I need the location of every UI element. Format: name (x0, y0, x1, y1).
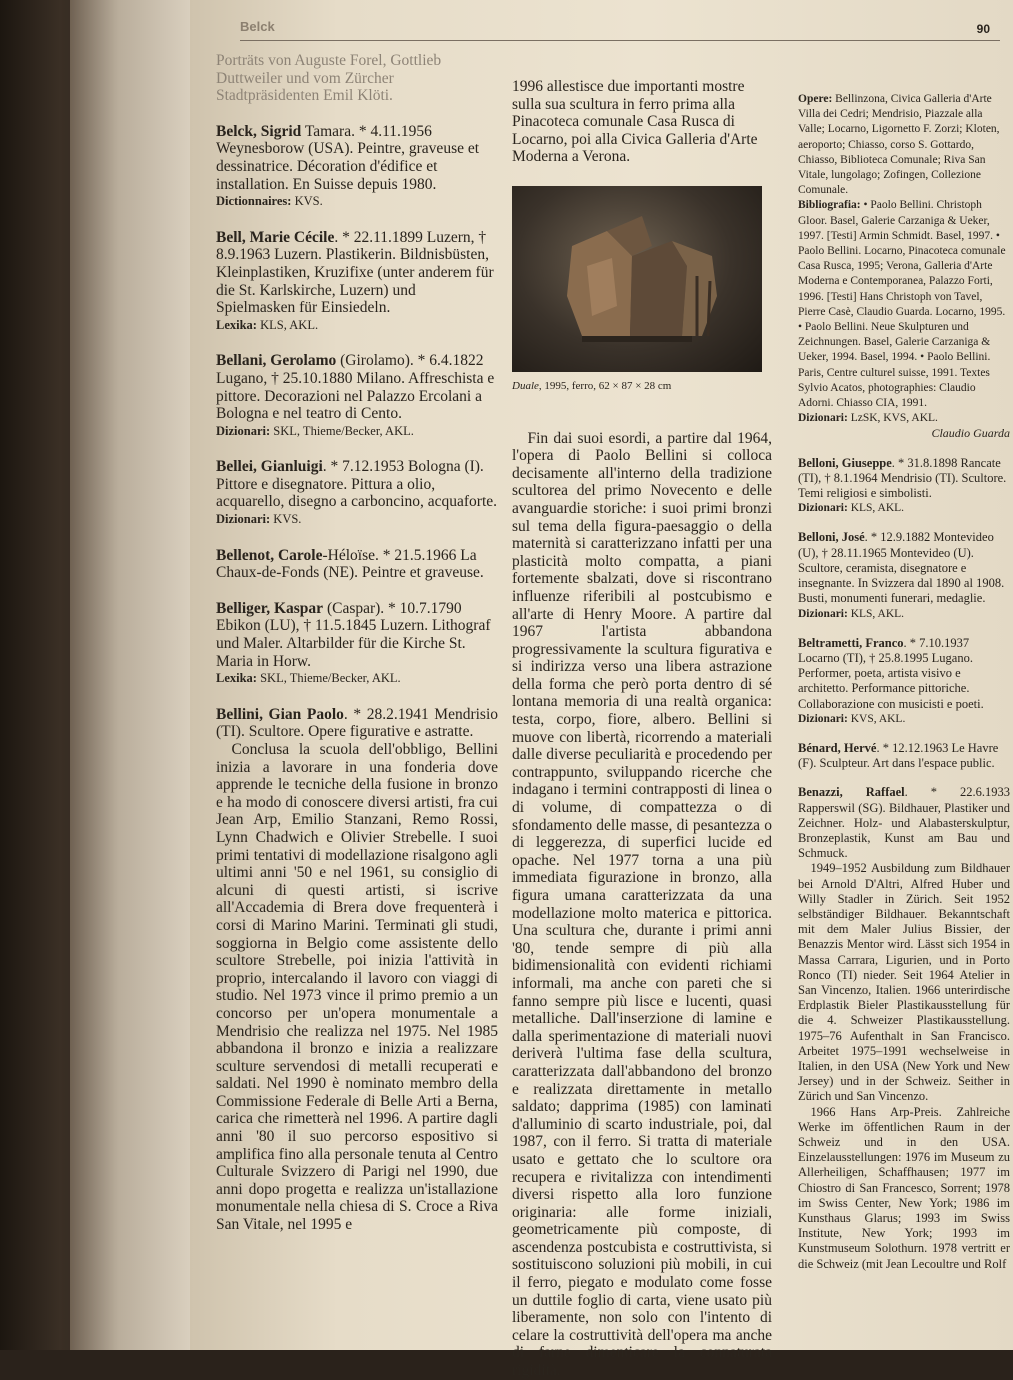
book-page-edges (70, 0, 190, 1350)
body-paragraph: Fin dai suoi esordi, a partire dal 1964, l'opera di Paolo Bellini si colloca decisamente all'interno della tradizione scultorea del primo Novecento e delle avanguardie storiche: i suoi primi bronzi sul tema della figura-paesaggio o della maternità si caratterizzano infatti per una plasticità molto compatta, a piani fortemente sbalzati, dove si riscontrano influenze riferibili al postcubismo e all'arte di Henry Moore. A partire dal 1967 l'artista abbandona progressivamente la scultura figurativa e si indirizza verso una libera astrazione della forma che però porta dentro di sé lontana memoria di una realtà organica: testa, corpo, fiore, albero. Bellini si muove con libertà, ricorrendo a materiali dalle diverse peculiarità e procedendo per contrappunto, sviluppando ricerche che indagano i termini contrapposti di linea o di volume, di compattezza o di sfondamento delle masse, di pesantezza o di leggerezza, di superfici lucide ed opache. Nel 1977 torna a una più immediata figurazione in bronzo, alla figura umana caratterizzata da una modellazione molto materica e pittorica. Una scultura che, durante i primi anni '80, tende sempre di più alla bidimensionalità con evidenti richiami informali, ma anche con pareti che si fanno sempre più lisce e lucenti, quasi metalliche. Dall'inserzione di lamine e dalla sperimentazione di materiali nuovi deriverà l'ultima fase della scultura, caratterizzata dall'abbandono del bronzo e realizzata direttamente in metallo saldato; dapprima (1985) con laminati d'alluminio di scarto industriale, poi, dal 1987, con il ferro. Si tratta di materiale usato e gettato che lo scultore ora recupera e rivitalizza con intendimenti diversi rispetto alla loro funzione originaria: alle forme iniziali, geometricamente più composte, di ascendenza postcubista e costruttivista, si sostituiscono soluzioni più mobili, in cui il ferro, piegato e modulato come fosse un duttile foglio di carta, viene usato più liberamente, non solo con l'intento di celare la costruttività dell'opera ma anche di farne dimenticare la connaturata rigidità. (512, 429, 772, 1380)
ref-text: Bellinzona, Civica Galleria d'Arte Villa dei Cedri; Mendrisio, Piazzale alla Valle; Locarno, Ligornetto F. Zorzi; Kloten, aeroporto; Chiasso, corso S. Gottardo, Chiasso, Biblioteca Comunale; Riva San Vitale, lungolago; Zofingen, Collezione Comunale. (798, 93, 1000, 197)
page-header (240, 18, 1000, 41)
entry-beltrametti (798, 636, 1010, 727)
entry-name: Bellani, Gerolamo (216, 352, 337, 370)
entry-name: Bellei, Gianluigi (216, 458, 323, 476)
ref-label: Dizionari: (798, 502, 848, 515)
entry-name: Belloni, José (798, 530, 865, 545)
article-author: Claudio Guarda (931, 426, 1010, 441)
body-paragraph: 1949–1952 Ausbildung zum Bildhauer bei Arnold D'Altri, Alfred Huber und Willy Stadler in Zürich. Seit 1952 selbständiger Bildhauer. Bekanntschaft mit dem Maler Julius Bissier, der Benazzis Mentor wird. Lässt sich 1954 in Massa Carrara, Ligurien, und in Porto Ronco (TI) nieder. Seit 1964 Atelier in San Vincenzo, Italien. 1966 unterirdische Erdplastik Bieler Plastikausstellung für die 4. Schweizer Plastikausstellung. 1975–76 Aufenthalt in San Francisco. Arbeitet 1975–1991 wechselweise in Italien, in den USA (New York und New Jersey) und in der Schweiz. Seither in Zürich und San Vincenzo. (798, 861, 1010, 1104)
ref-text: SKL, Thieme/Becker, AKL. (256, 671, 401, 686)
book-page (190, 0, 1013, 1380)
entry-belck (216, 123, 498, 211)
body-paragraph: Conclusa la scuola dell'obbligo, Bellini inizia a lavorare in una fonderia dove apprende le tecniche della fusione in bronzo e ha modo di conoscere diversi artisti, fra cui Jean Arp, Emilio Stanzani, Remo Rossi, Lynn Chadwich e Olivier Strebelle. I suoi primi tentativi di modellazione risalgono agli ultimi anni '50 e nel 1961, su consiglio di alcuni di questi artisti, si iscrive all'Accademia di Brera dove frequenterà i corsi di Marino Marini. Terminati gli studi, soggiorna in Belgio come assistente dello scultore Strebelle, poi inizia l'attività in proprio, intercalando il lavoro con viaggi di studio. Nel 1973 vince il primo premio a un concorso per un'opera monumentale a Mendrisio che realizza nel 1975. Nel 1985 abbandona il bronzo e inizia a realizzare sculture servendosi di metalli recuperati e saldati. Nel 1990 è nominato membro della Commissione Federale di Belle Arti a Berna, carica che rimetterà nel 1996. A partire dagli anni '80 il suo percorso espositivo si amplifica fino alla personale tenuta al Centro Culturale Svizzero di Parigi nel 1990, due anni dopo progetta e realizza un'istallazione monumentale nella chiesa di S. Croce a Riva San Vitale, nel 1995 e (216, 741, 498, 1234)
entry-bellani (216, 352, 498, 440)
entry-name: Bellenot, Carole (216, 546, 323, 564)
ref-text: KLS, AKL. (847, 607, 905, 620)
ref-label: Dictionnaires: (216, 194, 292, 209)
entry-name: Belloni, Giuseppe (798, 455, 892, 470)
ref-text: KVS. (270, 512, 302, 527)
page-number: 90 (976, 22, 990, 36)
ref-text: KVS. (291, 194, 323, 209)
sculpture-illustration (512, 186, 762, 372)
ref-label: Lexika: (216, 317, 257, 332)
running-head: Belck (240, 19, 275, 34)
ref-text: KVS, AKL. (847, 712, 906, 725)
entry-bellenot (216, 547, 498, 582)
entry-bellei (216, 458, 498, 528)
ref-label: Dizionari: (216, 423, 271, 438)
entry-name: Bellini, Gian Paolo (216, 705, 344, 723)
entry-name: Bénard, Hervé (798, 740, 877, 755)
entry-belloni-giuseppe (798, 456, 1010, 517)
entry-belliger (216, 600, 498, 688)
entry-text: . * 22.11.1899 Luzern, † 8.9.1963 Luzern. Plastikerin. Bildnisbüsten, Kleinplastiken, Kruzifixe (unter anderem für die St. Karlskirche, Luzern) und Spielmasken für Einsiedeln. (216, 228, 494, 317)
entry-text: (Girolamo). * 6.4.1822 Lugano, † 25.10.1880 Milano. Affreschista e pittore. Decorazioni nel Palazzo Ercolani a Bologna e nel teatro di Cento. (216, 352, 495, 423)
ref-text: • Paolo Bellini. Christoph Gloor. Basel, Galerie Carzaniga & Ueker, 1997. [Testi] Armin Schmidt. Basel, 1997. • Paolo Bellini. Locarno, Pinacoteca comunale Casa Rusca, 1995; Verona, Galleria d'Arte Moderna e Contemporanea, Palazzo Forti, 1996. [Testi] Hans Christoph von Tavel, Pierre Casè, Claudio Guarda. Locarno, 1995. • Paolo Bellini. Neue Skulpturen und Zeichnungen. Basel, Galerie Carzaniga & Ueker, 1994. Basel, 1994. • Paolo Bellini. Paris, Centre culturel suisse, 1991. Textes Sylvio Acatos, photographies: Claudio Adorni. Chiasso CIA, 1991. (798, 199, 1006, 410)
entry-name: Belliger, Kaspar (216, 599, 324, 617)
entry-text: (Caspar). * 10.7.1790 Ebikon (LU), † 11.5.1845 Luzern. Lithograf und Maler. Altarbilder für die Kirche St. Maria in Horw. (216, 599, 491, 670)
ref-label: Opere: (798, 93, 833, 105)
sculpture-photo (512, 186, 762, 372)
entry-bellini (216, 706, 498, 1234)
ref-label: Bibliografia: (798, 199, 861, 212)
caption-details: , 1995, ferro, 62 × 87 × 28 cm (538, 379, 672, 392)
entry-name: Benazzi, Raffael (798, 785, 905, 800)
body-paragraph: 1966 Hans Arp-Preis. Zahlreiche Werke im öffentlichen Raum in der Schweiz und in den USA. Einzelausstellungen: 1976 im Museum zu Allerheiligen, Schaffhausen; 1977 im Chiostro di San Francesco, Sorrent; 1978 im Swiss Center, New York; 1986 im Kunsthaus Glarus; 1993 im Swiss Institute, New York; 1993 im Kunstmuseum Solothurn. 1978 vertritt er die Schweiz (mit Jean Lecoultre und Rolf (798, 1104, 1010, 1271)
entry-text: . * 31.8.1898 Rancate (TI), † 8.1.1964 Mendrisio (TI). Scultore. Temi religiosi e simbolisti. (798, 455, 1007, 501)
entry-text: -Héloïse. * 21.5.1966 La Chaux-de-Fonds (NE). Peintre et graveuse. (216, 546, 484, 582)
ref-label: Lexika: (216, 671, 257, 686)
ref-label: Dizionari: (216, 512, 271, 527)
caption-title: Duale (512, 379, 539, 392)
entry-text: . * 7.10.1937 Locarno (TI), † 25.8.1995 Lugano. Performer, poeta, artista visivo e architetto. Performance pittoriche. Collaborazione con musicisti e poeti. (798, 635, 984, 711)
ref-label: Dizionari: (798, 607, 848, 620)
ref-text: LzSK, KVS, AKL. (847, 412, 938, 425)
entry-text: . * 22.6.1933 Rapperswil (SG). Bildhauer, Plastiker und Zeichner. Holz- und Alabasterskulptur, Bronzeplastik, Kunst am Bau und Schmuck. (798, 785, 1011, 861)
bellini-references (798, 92, 1010, 442)
entry-benazzi (798, 785, 1010, 1272)
entry-text: . * 7.12.1953 Bologna (I). Pittore e disegnatore. Pittura a olio, acquarello, disegno a carboncino, acquaforte. (216, 458, 498, 511)
entry-bell (216, 229, 498, 335)
column-1 (216, 52, 498, 1252)
entry-text: . * 12.9.1882 Montevideo (U), † 28.11.1965 Montevideo (U). Scultore, ceramista, disegnatore e insegnante. In Svizzera dal 1890 al 1908. Busti, monumenti funerari, medaglie. (798, 530, 1005, 606)
column-2 (512, 78, 772, 1380)
column-3 (798, 92, 1010, 1286)
entry-text: . * 28.2.1941 Mendrisio (TI). Scultore. Opere figurative e astratte. (216, 705, 499, 741)
entry-benard (798, 741, 1010, 771)
entry-name: Bell, Marie Cécile (216, 228, 335, 246)
ref-text: KLS, AKL. (256, 317, 319, 332)
entry-text: Tamara. * 4.11.1956 Weynesborow (USA). Peintre, graveuse et dessinatrice. Décoration d'édifice et installation. En Suisse depuis 1980. (216, 122, 480, 193)
entry-continuation: Porträts von Auguste Forel, Gottlieb Duttweiler und vom Zürcher Stadtpräsidenten Emil Klöti. (216, 52, 442, 105)
entry-text: . * 12.12.1963 Le Havre (F). Sculpteur. Art dans l'espace public. (798, 740, 999, 771)
ref-label: Dizionari: (798, 712, 848, 725)
entry-name: Beltrametti, Franco (798, 635, 904, 650)
body-paragraph: 1996 allestisce due importanti mostre sulla sua scultura in ferro prima alla Pinacoteca comunale Casa Rusca di Locarno, poi alla Civica Galleria d'Arte Moderna a Verona. (512, 78, 758, 166)
ref-label: Dizionari: (798, 412, 848, 425)
photo-caption (512, 378, 772, 396)
ref-text: SKL, Thieme/Becker, AKL. (270, 423, 414, 438)
entry-belloni-jose (798, 530, 1010, 621)
entry-name: Belck, Sigrid (216, 122, 302, 140)
ref-text: KLS, AKL. (847, 502, 905, 515)
